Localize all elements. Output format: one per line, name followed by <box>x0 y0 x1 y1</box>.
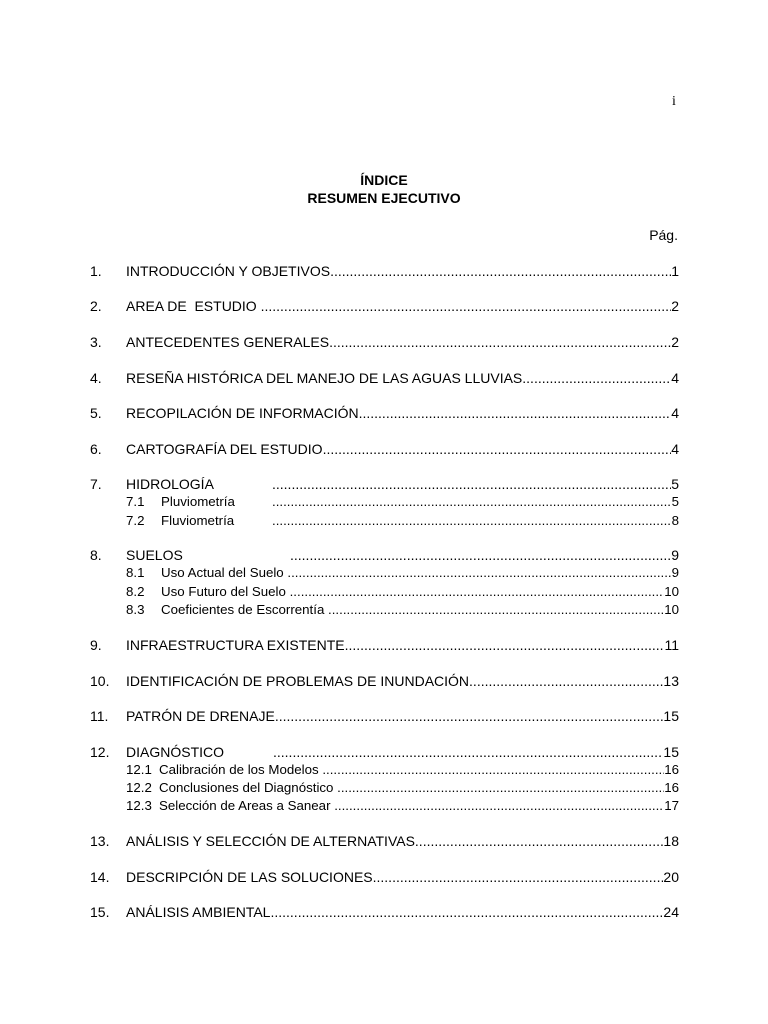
toc-entry[interactable] <box>90 832 679 850</box>
toc-entry[interactable] <box>90 546 679 564</box>
entry-number: 13. <box>90 833 110 849</box>
dot-leader <box>272 475 671 493</box>
entry-page: 4 <box>671 370 679 386</box>
entry-label: Calibración de los Modelos <box>159 762 323 777</box>
entry-page: 15 <box>663 744 679 760</box>
entry-number: 6. <box>90 441 102 457</box>
entry-page: 10 <box>664 584 679 599</box>
entry-label: CARTOGRAFÍA DEL ESTUDIO <box>126 441 323 457</box>
entry-label: Conclusiones del Diagnóstico <box>159 780 338 795</box>
entry-label: Coeficientes de Escorrentía <box>161 602 329 617</box>
title-block <box>0 171 768 207</box>
toc-subentry[interactable] <box>90 512 679 530</box>
toc-entry[interactable] <box>90 297 679 315</box>
entry-label: HIDROLOGÍA <box>126 476 214 492</box>
entry-label: AREA DE ESTUDIO <box>126 298 261 314</box>
entry-number: 2. <box>90 298 102 314</box>
entry-number: 8.1 <box>126 565 145 580</box>
entry-page: 15 <box>663 708 679 724</box>
dot-leader <box>373 868 664 886</box>
toc-subentry[interactable] <box>90 564 679 582</box>
dot-leader <box>272 512 672 530</box>
page-number: i <box>672 94 676 109</box>
toc-entry[interactable] <box>90 707 679 725</box>
entry-label: PATRÓN DE DRENAJE <box>126 708 275 724</box>
entry-number: 12.1 <box>126 762 152 777</box>
entry-label: Uso Actual del Suelo <box>161 565 288 580</box>
toc-subentry[interactable] <box>90 761 679 779</box>
toc-entry[interactable] <box>90 743 679 761</box>
entry-page: 20 <box>663 869 679 885</box>
entry-label: ANÁLISIS Y SELECCIÓN DE ALTERNATIVAS <box>126 833 415 849</box>
entry-label: INTRODUCCIÓN Y OBJETIVOS <box>126 263 331 279</box>
dot-leader <box>359 404 672 422</box>
dot-leader <box>469 672 663 690</box>
entry-page: 24 <box>663 904 679 920</box>
dot-leader <box>328 601 664 619</box>
page-subtitle: RESUMEN EJECUTIVO <box>307 190 461 206</box>
toc-entry[interactable] <box>90 868 679 886</box>
entry-label: Pluviometría <box>161 494 235 509</box>
entry-number: 12.3 <box>126 798 152 813</box>
dot-leader <box>522 369 671 387</box>
entry-number: 8. <box>90 547 102 563</box>
entry-page: 9 <box>671 547 679 563</box>
toc-subentry[interactable] <box>90 797 679 815</box>
entry-number: 8.3 <box>126 602 145 617</box>
dot-leader <box>287 564 671 582</box>
page-column-label: Pág. <box>649 227 678 243</box>
dot-leader <box>270 903 663 921</box>
entry-number: 7.2 <box>126 513 145 528</box>
dot-leader <box>345 636 665 654</box>
toc-entry[interactable] <box>90 333 679 351</box>
dot-leader <box>273 743 663 761</box>
entry-page: 2 <box>671 298 679 314</box>
entry-label: ANTECEDENTES GENERALES <box>126 334 330 350</box>
entry-page: 18 <box>663 833 679 849</box>
entry-page: 16 <box>664 780 679 795</box>
entry-number: 7.1 <box>126 494 145 509</box>
toc-subentry[interactable] <box>90 779 679 797</box>
entry-number: 1. <box>90 263 102 279</box>
entry-page: 17 <box>664 798 679 813</box>
entry-label: RECOPILACIÓN DE INFORMACIÓN <box>126 405 359 421</box>
toc-entry[interactable] <box>90 672 679 690</box>
dot-leader <box>290 583 665 601</box>
entry-number: 15. <box>90 904 110 920</box>
entry-page: 8 <box>671 513 679 528</box>
entry-page: 11 <box>664 637 679 653</box>
toc-entry[interactable] <box>90 404 679 422</box>
entry-number: 10. <box>90 673 110 689</box>
entry-page: 2 <box>671 334 679 350</box>
dot-leader <box>323 440 672 458</box>
dot-leader <box>334 797 664 815</box>
entry-label: IDENTIFICACIÓN DE PROBLEMAS DE INUNDACIÓN <box>126 673 470 689</box>
toc-subentry[interactable] <box>90 601 679 619</box>
toc-entry[interactable] <box>90 903 679 921</box>
entry-number: 3. <box>90 334 102 350</box>
entry-number: 11. <box>90 708 109 724</box>
entry-number: 12.2 <box>126 780 152 795</box>
entry-number: 7. <box>90 476 102 492</box>
toc-subentry[interactable] <box>90 493 679 511</box>
entry-page: 1 <box>671 263 679 279</box>
entry-label: Fluviometría <box>161 513 235 528</box>
entry-number: 4. <box>90 370 102 386</box>
toc-entry[interactable] <box>90 369 679 387</box>
entry-label: SUELOS <box>126 547 183 563</box>
dot-leader <box>337 779 664 797</box>
entry-label: INFRAESTRUCTURA EXISTENTE <box>126 637 345 653</box>
toc-entry[interactable] <box>90 262 679 280</box>
entry-page: 5 <box>671 494 679 509</box>
dot-leader <box>290 546 671 564</box>
entry-page: 4 <box>671 405 679 421</box>
entry-label: Uso Futuro del Suelo <box>161 584 290 599</box>
entry-number: 5. <box>90 405 102 421</box>
entry-page: 13 <box>663 673 679 689</box>
toc-entry[interactable] <box>90 475 679 493</box>
entry-page: 5 <box>671 476 679 492</box>
dot-leader <box>329 333 671 351</box>
dot-leader <box>415 832 664 850</box>
dot-leader <box>275 707 664 725</box>
entry-page: 10 <box>664 602 679 617</box>
entry-label: DIAGNÓSTICO <box>126 744 225 760</box>
dot-leader <box>261 297 672 315</box>
toc-subentry[interactable] <box>90 583 679 601</box>
entry-page: 16 <box>664 762 679 777</box>
entry-label: ANÁLISIS AMBIENTAL <box>126 904 271 920</box>
page-title: ÍNDICE <box>360 172 408 188</box>
entry-page: 4 <box>671 441 679 457</box>
dot-leader <box>272 493 672 511</box>
entry-number: 8.2 <box>126 584 145 599</box>
dot-leader <box>330 262 671 280</box>
toc-entry[interactable] <box>90 636 679 654</box>
entry-label: Selección de Areas a Sanear <box>159 798 335 813</box>
toc-entry[interactable] <box>90 440 679 458</box>
entry-number: 12. <box>90 744 110 760</box>
entry-label: RESEÑA HISTÓRICA DEL MANEJO DE LAS AGUAS LLUVIAS <box>126 370 523 386</box>
entry-number: 14. <box>90 869 110 885</box>
entry-page: 9 <box>671 565 679 580</box>
entry-label: DESCRIPCIÓN DE LAS SOLUCIONES <box>126 869 373 885</box>
entry-number: 9. <box>90 637 102 653</box>
dot-leader <box>322 761 664 779</box>
